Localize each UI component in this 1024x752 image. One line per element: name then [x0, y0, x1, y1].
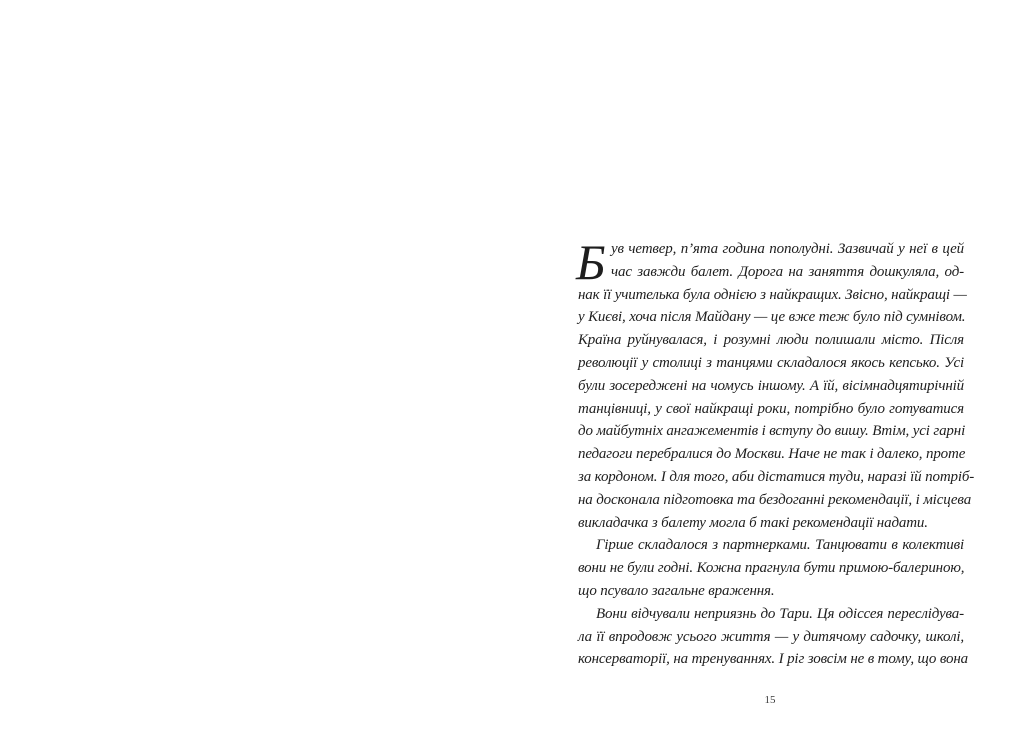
- text-line: на досконала підготовка та бездоганні рекомендації, і місцева: [578, 491, 972, 508]
- paragraph-2: [578, 534, 964, 602]
- text-line: були зосереджені на чомусь іншому. А їй, вісімнадцятирічній: [578, 377, 964, 394]
- right-page: [512, 0, 1024, 752]
- text-line: танцівниці, у свої найкращі роки, потрібно було готуватися: [578, 400, 964, 417]
- drop-cap: Б: [576, 234, 606, 290]
- text-line: за кордоном. І для того, аби дістатися туди, наразі їй потріб-: [578, 468, 975, 485]
- text-line: Країна руйнувалася, і розумні люди полишали місто. Після: [578, 332, 964, 349]
- text-line: час завжди балет. Дорога на заняття дошкуляла, од-: [611, 263, 964, 280]
- text-line: нак її учителька була однією з найкращих. Звісно, найкращі —: [578, 286, 967, 303]
- page-number: 15: [764, 694, 776, 706]
- text-line: вони не були годні. Кожна прагнула бути примою-балериною,: [578, 560, 965, 577]
- text-line: консерваторії, на тренуваннях. І ріг зовсім не в тому, що вона: [578, 651, 968, 668]
- paragraph-3: [578, 603, 968, 671]
- text-line: викладачка з балету могла б такі рекомендації надати.: [578, 514, 928, 531]
- text-line: ув четвер, п’ята година пополудні. Зазвичай у неї в цей: [611, 241, 964, 257]
- text-line: ла її впродовж усього життя — у дитячому садочку, школі,: [578, 628, 964, 645]
- text-line: революції у столиці з танцями складалося якось кепсько. Усі: [578, 354, 964, 371]
- text-line: що псувало загальне враження.: [578, 582, 775, 599]
- text-line: педагоги перебралися до Москви. Наче не так і далеко, проте: [578, 446, 966, 463]
- text-line: Гірше складалося з партнерками. Танцювати в колективі: [596, 537, 964, 554]
- text-line: Вони відчували неприязнь до Тари. Ця одіссея переслідува-: [596, 605, 964, 622]
- paragraph-1: [576, 234, 975, 534]
- body-text: [576, 234, 975, 671]
- text-line: у Києві, хоча після Майдану — це вже теж було під сумнівом.: [578, 309, 966, 326]
- text-line: до майбутніх ангажементів і вступу до вишу. Втім, усі гарні: [578, 423, 966, 440]
